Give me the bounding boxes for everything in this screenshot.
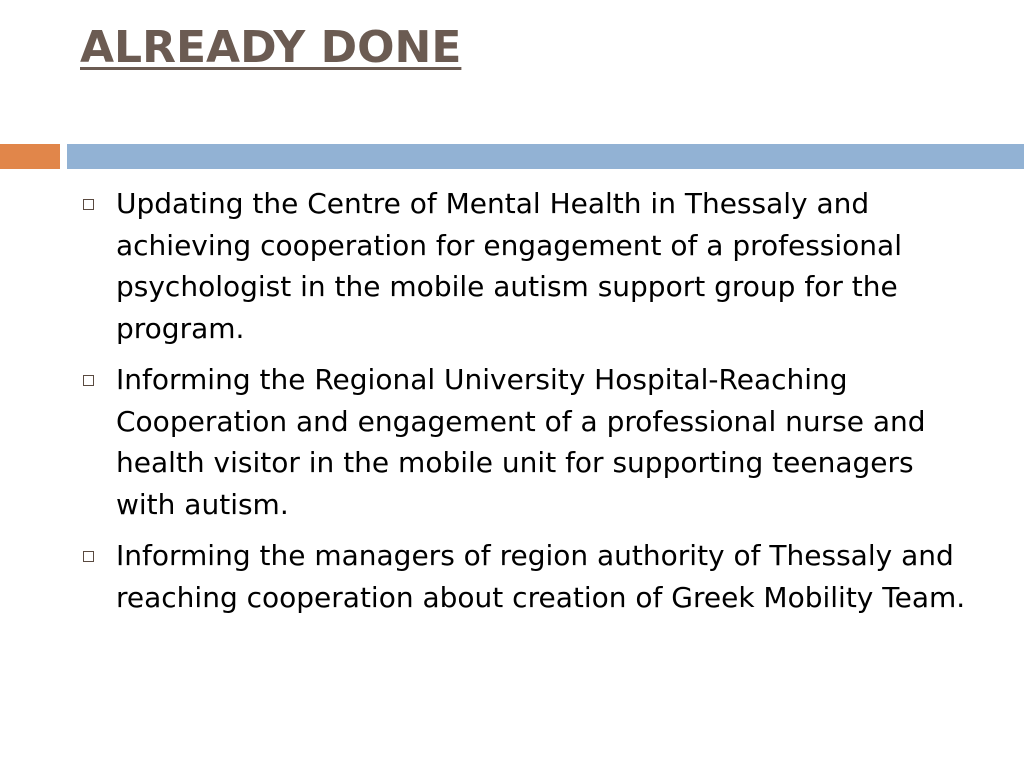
square-bullet-icon xyxy=(83,551,94,562)
title-divider-bar xyxy=(67,144,1024,169)
square-bullet-icon xyxy=(83,375,94,386)
slide-title: ALREADY DONE xyxy=(80,22,462,73)
bullet-text: Updating the Centre of Mental Health in Thessaly and achieving cooperation for engagement of a professional psychologist in the mobile autism support group for the program. xyxy=(116,187,902,345)
bullet-item xyxy=(78,359,978,525)
bullet-text: Informing the managers of region authority of Thessaly and reaching cooperation about creation of Greek Mobility Team. xyxy=(116,539,966,614)
bullet-item xyxy=(78,535,978,618)
bullet-list xyxy=(78,183,978,628)
bullet-text: Informing the Regional University Hospital-Reaching Cooperation and engagement of a professional nurse and health visitor in the mobile unit for supporting teenagers with autism. xyxy=(116,363,926,521)
square-bullet-icon xyxy=(83,199,94,210)
bullet-item xyxy=(78,183,978,349)
accent-bar xyxy=(0,144,60,169)
